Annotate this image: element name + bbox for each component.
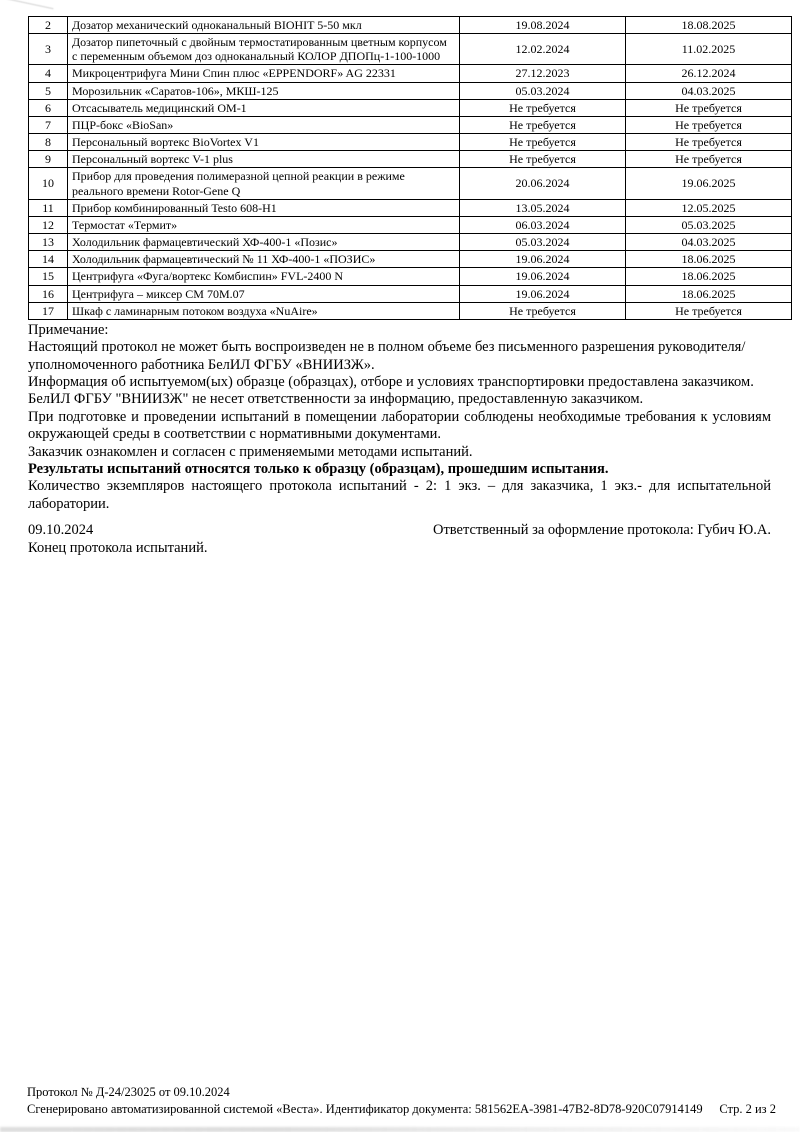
equipment-table bbox=[28, 16, 792, 320]
row-number: 14 bbox=[29, 251, 68, 268]
page-content bbox=[0, 0, 800, 557]
equipment-name: Дозатор механический одноканальный BIOHIT 5-50 мкл bbox=[68, 17, 460, 34]
row-number: 8 bbox=[29, 134, 68, 151]
table-row bbox=[29, 17, 792, 34]
table-row bbox=[29, 65, 792, 82]
equipment-name: Прибор для проведения полимеразной цепной реакции в режиме реального времени Rotor-Gene Q bbox=[68, 168, 460, 199]
verification-date: 13.05.2024 bbox=[460, 199, 626, 216]
equipment-name: Морозильник «Саратов-106», МКШ-125 bbox=[68, 82, 460, 99]
protocol-date: 09.10.2024 bbox=[28, 522, 94, 539]
verification-date: Не требуется bbox=[460, 134, 626, 151]
verification-date: Не требуется bbox=[460, 116, 626, 133]
next-verification-date: 18.06.2025 bbox=[626, 285, 792, 302]
next-verification-date: Не требуется bbox=[626, 99, 792, 116]
table-row bbox=[29, 99, 792, 116]
equipment-name: Дозатор пипеточный с двойным термостатированным цветным корпусом с переменным объемом доз одноканальный КОЛОР ДПОПц-1-100-1000 bbox=[68, 34, 460, 65]
next-verification-date: 12.05.2025 bbox=[626, 199, 792, 216]
table-row bbox=[29, 216, 792, 233]
row-number: 6 bbox=[29, 99, 68, 116]
note-results-scope: Результаты испытаний относятся только к образцу (образцам), прошедшим испытания. bbox=[28, 460, 609, 477]
table-row bbox=[29, 82, 792, 99]
row-number: 10 bbox=[29, 168, 68, 199]
note-responsibility: БелИЛ ФГБУ "ВНИИЗЖ" не несет ответственности за информацию, предоставленную заказчиком. bbox=[28, 391, 644, 408]
footer-generated-row bbox=[27, 1101, 776, 1118]
notes-heading: Примечание: bbox=[28, 321, 109, 338]
verification-date: Не требуется bbox=[460, 302, 626, 319]
end-of-protocol: Конец протокола испытаний. bbox=[28, 539, 208, 556]
next-verification-date: Не требуется bbox=[626, 116, 792, 133]
note-reproduction: Настоящий протокол не может быть воспроизведен не в полном объеме без письменного разрешения руководителя/уполномоченного работника БелИЛ ФГБУ «ВНИИЗЖ». bbox=[28, 339, 746, 373]
equipment-name: Термостат «Термит» bbox=[68, 216, 460, 233]
row-number: 7 bbox=[29, 116, 68, 133]
next-verification-date: Не требуется bbox=[626, 151, 792, 168]
equipment-name: Холодильник фармацевтический ХФ-400-1 «Позис» bbox=[68, 234, 460, 251]
note-sample-info: Информация об испытуемом(ых) образце (образцах), отборе и условиях транспортировки предоставлена заказчиком. bbox=[28, 373, 754, 390]
row-number: 12 bbox=[29, 216, 68, 233]
note-customer-agreement: Заказчик ознакомлен и согласен с применяемыми методами испытаний. bbox=[28, 443, 473, 460]
verification-date: 12.02.2024 bbox=[460, 34, 626, 65]
table-row bbox=[29, 285, 792, 302]
row-number: 16 bbox=[29, 285, 68, 302]
table-row bbox=[29, 199, 792, 216]
equipment-table-body bbox=[29, 17, 792, 320]
equipment-name: Отсасыватель медицинский ОМ-1 bbox=[68, 99, 460, 116]
row-number: 17 bbox=[29, 302, 68, 319]
note-environment: При подготовке и проведении испытаний в помещении лаборатории соблюдены необходимые требования к условиям окружающей среды в соответствии с нормативными документами. bbox=[28, 408, 771, 443]
row-number: 2 bbox=[29, 17, 68, 34]
next-verification-date: 19.06.2025 bbox=[626, 168, 792, 199]
verification-date: Не требуется bbox=[460, 151, 626, 168]
equipment-name: Центрифуга – миксер СМ 70М.07 bbox=[68, 285, 460, 302]
responsible-person: Ответственный за оформление протокола: Губич Ю.А. bbox=[432, 522, 771, 539]
table-row bbox=[29, 151, 792, 168]
next-verification-date: 04.03.2025 bbox=[626, 234, 792, 251]
table-row bbox=[29, 168, 792, 199]
verification-date: 19.06.2024 bbox=[460, 251, 626, 268]
verification-date: 05.03.2024 bbox=[460, 234, 626, 251]
table-row bbox=[29, 134, 792, 151]
equipment-name: Шкаф с ламинарным потоком воздуха «NuAire» bbox=[68, 302, 460, 319]
page-indicator: Стр. 2 из 2 bbox=[719, 1102, 776, 1117]
verification-date: 19.06.2024 bbox=[460, 268, 626, 285]
next-verification-date: Не требуется bbox=[626, 302, 792, 319]
verification-date: 27.12.2023 bbox=[460, 65, 626, 82]
next-verification-date: Не требуется bbox=[626, 134, 792, 151]
row-number: 13 bbox=[29, 234, 68, 251]
next-verification-date: 26.12.2024 bbox=[626, 65, 792, 82]
table-row bbox=[29, 116, 792, 133]
row-number: 4 bbox=[29, 65, 68, 82]
verification-date: 20.06.2024 bbox=[460, 168, 626, 199]
verification-date: 19.08.2024 bbox=[460, 17, 626, 34]
page-footer bbox=[27, 1084, 776, 1118]
verification-date: 19.06.2024 bbox=[460, 285, 626, 302]
equipment-name: Персональный вортекс BioVortex V1 bbox=[68, 134, 460, 151]
next-verification-date: 04.03.2025 bbox=[626, 82, 792, 99]
table-row bbox=[29, 234, 792, 251]
table-row bbox=[29, 268, 792, 285]
table-row bbox=[29, 251, 792, 268]
equipment-name: ПЦР-бокс «BioSan» bbox=[68, 116, 460, 133]
equipment-name: Центрифуга «Фуга/вортекс Комбиспин» FVL-2400 N bbox=[68, 268, 460, 285]
footer-generated-line: Сгенерировано автоматизированной системой «Веста». Идентификатор документа: 581562EA-3981-47B2-8D78-920C07914149 bbox=[27, 1102, 703, 1117]
note-copies: Количество экземпляров настоящего протокола испытаний - 2: 1 экз. – для заказчика, 1 экз.- для испытательной лаборатории. bbox=[28, 478, 771, 512]
next-verification-date: 11.02.2025 bbox=[626, 34, 792, 65]
next-verification-date: 18.06.2025 bbox=[626, 268, 792, 285]
footer-protocol-line: Протокол № Д-24/23025 от 09.10.2024 bbox=[27, 1085, 230, 1100]
table-row bbox=[29, 302, 792, 319]
next-verification-date: 18.08.2025 bbox=[626, 17, 792, 34]
notes-section bbox=[28, 322, 771, 513]
verification-date: Не требуется bbox=[460, 99, 626, 116]
equipment-name: Микроцентрифуга Мини Спин плюс «EPPENDORF» AG 22331 bbox=[68, 65, 460, 82]
scan-artifact-smudge bbox=[0, 1127, 800, 1132]
equipment-name: Прибор комбинированный Testo 608-H1 bbox=[68, 199, 460, 216]
table-row bbox=[29, 34, 792, 65]
verification-date: 05.03.2024 bbox=[460, 82, 626, 99]
verification-date: 06.03.2024 bbox=[460, 216, 626, 233]
row-number: 5 bbox=[29, 82, 68, 99]
next-verification-date: 05.03.2025 bbox=[626, 216, 792, 233]
row-number: 3 bbox=[29, 34, 68, 65]
equipment-name: Персональный вортекс V-1 plus bbox=[68, 151, 460, 168]
equipment-name: Холодильник фармацевтический № 11 ХФ-400-1 «ПОЗИС» bbox=[68, 251, 460, 268]
signature-row bbox=[28, 522, 771, 539]
row-number: 15 bbox=[29, 268, 68, 285]
row-number: 11 bbox=[29, 199, 68, 216]
next-verification-date: 18.06.2025 bbox=[626, 251, 792, 268]
row-number: 9 bbox=[29, 151, 68, 168]
